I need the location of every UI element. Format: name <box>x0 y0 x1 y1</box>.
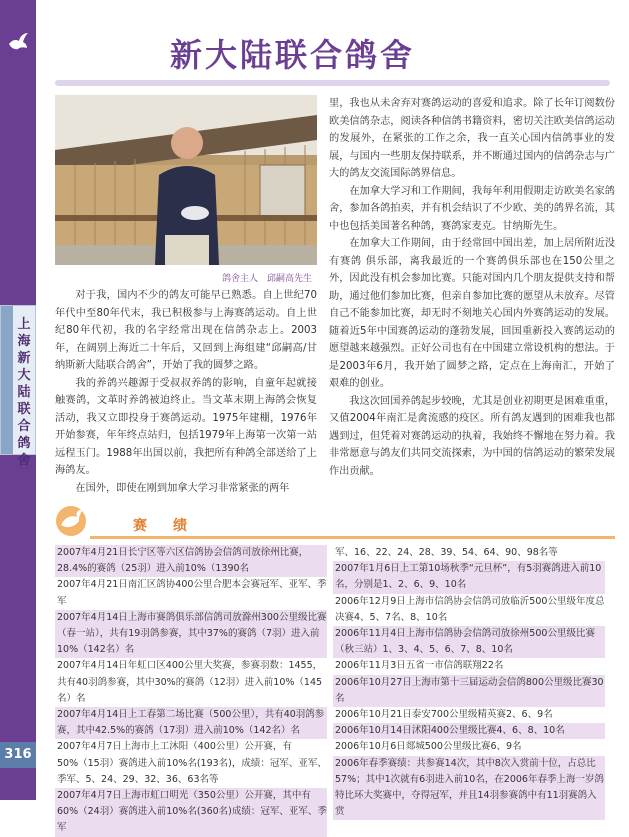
achievements-title: 赛 绩 <box>133 518 193 534</box>
bird-emblem-icon <box>55 503 87 539</box>
achievements-rule <box>90 536 615 539</box>
achievement-row: 军、16、22、24、28、39、54、64、90、98名等 <box>333 545 605 561</box>
achievement-row: 2006年10月14日沭阳400公里级比赛4、6、8、10名 <box>333 723 605 739</box>
section-tab-strip <box>1 306 13 454</box>
achievement-row: 2007年4月14日上海市赛鸽俱乐部信鸽司放滁州300公里级比赛（春一站），共有19羽鸽参赛，其中37%的赛鸽（7羽）进入前10%（142名）名 <box>55 610 327 659</box>
photo-caption: 鸽舍主人 邱嗣高先生 <box>222 274 313 284</box>
achievements-header <box>55 503 615 543</box>
article-right-column <box>329 95 615 480</box>
owner-photo <box>55 95 317 265</box>
achievement-row: 2006年11月4日上海市信鸽协会信鸽司放徐州500公里级比赛（秋三站）1、3、4、5、6、7、8、10名 <box>333 626 605 658</box>
article-left-column <box>55 287 317 497</box>
article-paragraph: 我的养鸽兴趣源于受叔叔养鸽的影响，自童年起就接触赛鸽，文革时养鸽被迫终止。当文革末期上海鸽会恢复活动，我又立即投身于赛鸽运动。1975年建棚，1976年开始参赛，年年终点站归，包括1979年上海第一次第一站远程玉门。1988年出国以前，我把所有种鸽全部送给了上海鸽友。 <box>55 377 317 476</box>
article-paragraph: 里，我也从未舍弃对赛鸽运动的喜爱和追求。除了长年订阅数份欧美信鸽杂志，阅读各种信鸽书籍资料，密切关注欧美信鸽运动的发展外，在紧张的工作之余，我一直关心国内信鸽事业的发展，与国内一些朋友保持联系，并不断通过国内的信鸽杂志与广大的鸽友交流国际鸽界信息。 <box>329 98 615 179</box>
article-paragraph: 在加拿大学习和工作期间，我每年利用假期走访欧美名家鸽舍，参加各鸽拍卖，并有机会结识了不少欧、美的鸽界名流，其中也包括美国著名种鸽，赛鸽家麦克。甘纳斯先生。 <box>329 185 615 232</box>
achievements-right-column <box>333 545 605 820</box>
section-tab-label: 上海新大陆联合鸽舍 <box>17 317 31 468</box>
page-number: 316 <box>0 742 36 768</box>
achievement-row: 2007年4月21日南汇区鸽协400公里合肥本会赛冠军、亚军、季军 <box>55 577 327 609</box>
achievement-row: 2006年10月27日上海市第十三届运动会信鸽800公里级比赛30名 <box>333 675 605 707</box>
achievement-row: 2007年1月6日上工第10场秋季“元旦杯”，有5羽赛鸽进入前10名，分别是1、2、6、9、10名 <box>333 561 605 593</box>
achievement-row: 2006年春季赛绩：共参赛14次，其中8次入赏前十位，占总比57%；其中1次就有6羽进入前10名，在2006年春季上海一岁鸽特比环大奖赛中，夺得冠军，并且14羽参赛鸽中有11羽赛鸽入赏 <box>333 756 605 821</box>
achievement-row: 2006年12月9日上海市信鸽协会信鸽司放临沂500公里级年度总决赛4、5、7名、8、10名 <box>333 594 605 626</box>
article-paragraph: 在国外，即使在刚到加拿大学习非常紧张的两年 <box>75 482 290 494</box>
article-paragraph: 对于我，国内不少的鸽友可能早已熟悉。自上世纪70年代中至80年代末，我已积极参与上海赛鸽运动。自上世纪80年代初，我的名字经常出现在信鸽杂志上。2003年，在阔别上海近二十年后，又回到上海组建“邱嗣高/甘纳斯新大陆联合鸽舍”，开始了我的圆梦之路。 <box>55 290 317 371</box>
article-paragraph: 我这次回国养鸽起步较晚，尤其是创业初期更是困难重重，又值2004年南汇是禽流感的疫区。所有鸽友遇到的困难我也都遇到过，但凭着对赛鸽运动的执着，我始终不懈地在努力着。我非常愿意与鸽友们共同交流探索，为中国的信鸽运动的繁荣发展作出贡献。 <box>329 395 615 477</box>
achievement-row: 2007年4月14日上工春第二场比赛（500公里），共有40羽鸽参赛，其中42.5%的赛鸽（17羽）进入前10%（142名）名 <box>55 707 327 739</box>
achievement-row: 2006年10月21日泰安700公里级精英赛2、6、9名 <box>333 707 605 723</box>
achievements-left-column <box>55 545 327 837</box>
achievement-row: 2007年4月7日上海市虹口明光（350公里）公开赛，其中有60%（24羽）赛鸽进入前10%名(360名)成绩：冠军、亚军、季军 <box>55 788 327 837</box>
achievement-row: 2007年4月21日长宁区等六区信鸽协会信鸽司放徐州比赛，28.4%的赛鸽（25羽）进入前10%（1390名 <box>55 545 327 577</box>
achievement-row: 2007年4月7日上海市上工沐阳（400公里）公开赛，有50%（15羽）赛鸽进入前10%名(193名)，成绩：冠军、亚军、季军、5、24、29、32、36、63名等 <box>55 739 327 788</box>
page-title: 新大陆联合鸽舍 <box>170 36 416 74</box>
title-underline <box>55 80 610 86</box>
article-paragraph: 在加拿大工作期间，由于经常回中国出差，加上居所附近没有赛鸽 俱乐部，离我最近的一个赛鸽俱乐部也在150公里之外，因此没有机会参加比赛。只能对国内几个朋友提供支持和帮助，通过他们参加比赛，但亲自参加比赛的愿望从未放弃。尽管自己不能参加比赛，却无时不刻地关心国内外赛鸽运动的发展。随着近5年中国赛鸽运动的蓬勃发展，回国重新投入赛鸽运动的愿望越来越强烈。正好公司也有在中国建立常设机构的想法。于是2003年6月，我开始了圆梦之路，定点在上海南汇，开始了艰难的创业。 <box>329 238 615 389</box>
dove-icon <box>6 30 30 54</box>
owner-photo-illustration <box>55 95 317 265</box>
section-tab <box>0 305 36 468</box>
achievement-row: 2006年11月3日五省一市信鸽联翔22名 <box>333 658 605 674</box>
achievement-row: 2007年4月14日年虹口区400公里大奖赛，参赛羽数：1455，共有40羽鸽参赛，其中30%的赛鸽（12羽）进入前10%（145名）名 <box>55 658 327 707</box>
achievement-row: 2006年10月6日郯城500公里级比赛6、9名 <box>333 739 605 755</box>
